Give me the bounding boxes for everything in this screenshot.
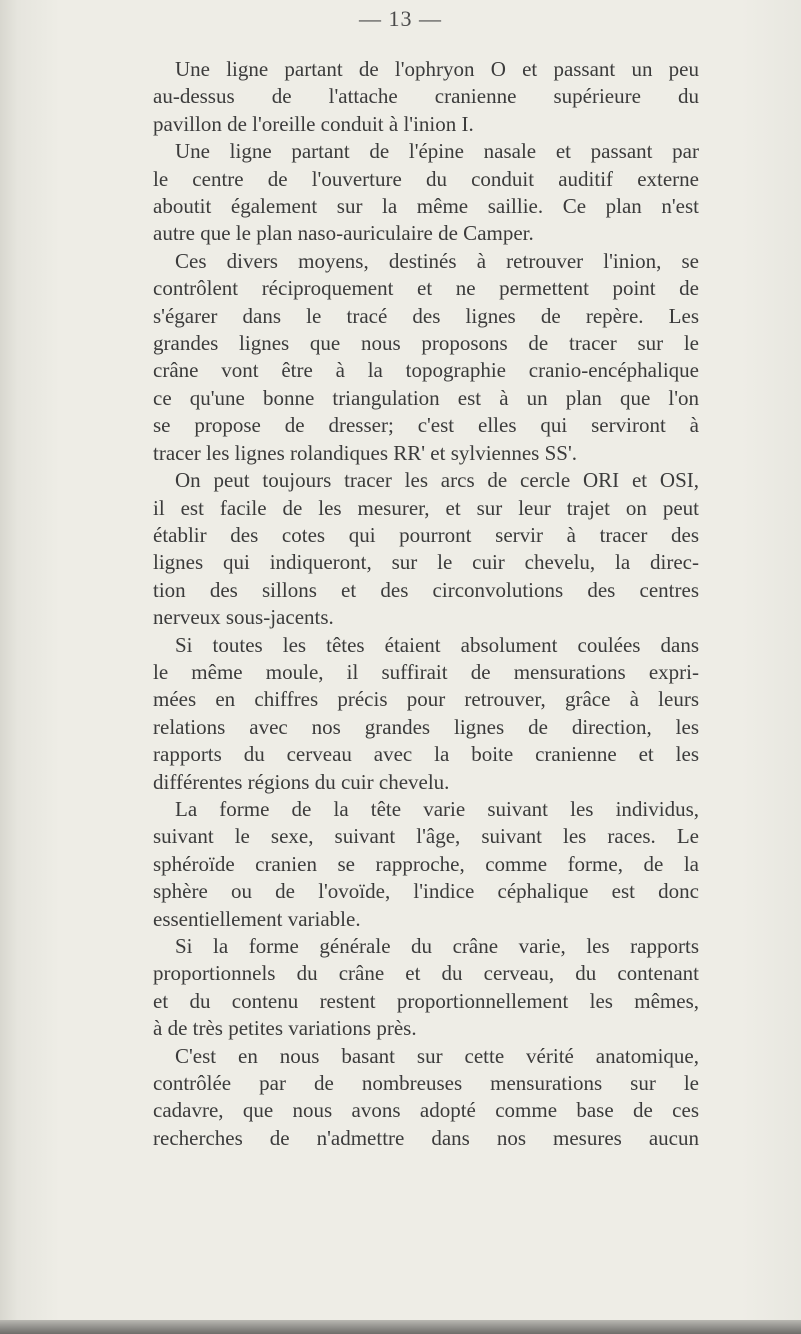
- text-line: sphère ou de l'ovoïde, l'indice céphalique est donc: [153, 879, 699, 904]
- text-line: ce qu'une bonne triangulation est à un plan que l'on: [153, 385, 699, 410]
- text-line: tracer les lignes rolandiques RR' et sylviennes SS'.: [153, 440, 577, 465]
- text-line: mées en chiffres précis pour retrouver, grâce à leurs: [153, 687, 699, 712]
- text-line: le centre de l'ouverture du conduit auditif externe: [153, 166, 699, 191]
- text-line: C'est en nous basant sur cette vérité anatomique,: [175, 1043, 699, 1068]
- text-line: cadavre, que nous avons adopté comme base de ces: [153, 1098, 699, 1123]
- text-line: aboutit également sur la même saillie. Ce plan n'est: [153, 194, 699, 219]
- text-line: relations avec nos grandes lignes de direction, les: [153, 714, 699, 739]
- text-line: il est facile de les mesurer, et sur leur trajet on peut: [153, 495, 699, 520]
- text-line: Une ligne partant de l'épine nasale et passant par: [175, 139, 699, 164]
- text-line: Une ligne partant de l'ophryon O et passant un peu: [175, 57, 699, 81]
- text-line: au-dessus de l'attache cranienne supérieure du: [153, 84, 699, 109]
- text-line: sphéroïde cranien se rapproche, comme forme, de la: [153, 851, 699, 876]
- text-line: Si toutes les têtes étaient absolument coulées dans: [175, 632, 699, 657]
- text-line: Ces divers moyens, destinés à retrouver l'inion, se: [175, 248, 699, 273]
- text-line: contrôlent réciproquement et ne permettent point de: [153, 276, 699, 301]
- page-bottom-edge: [0, 1320, 801, 1334]
- body-text: [153, 56, 699, 1152]
- text-line: essentiellement variable.: [153, 906, 361, 931]
- text-line: établir des cotes qui pourront servir à tracer des: [153, 522, 699, 547]
- text-line: grandes lignes que nous proposons de tracer sur le: [153, 331, 699, 356]
- text-line: suivant le sexe, suivant l'âge, suivant les races. Le: [153, 824, 699, 849]
- text-line: La forme de la tête varie suivant les individus,: [175, 796, 699, 821]
- text-line: rapports du cerveau avec la boite cranienne et les: [153, 742, 699, 767]
- text-line: à de très petites variations près.: [153, 1016, 417, 1041]
- text-line: nerveux sous-jacents.: [153, 605, 334, 630]
- text-line: crâne vont être à la topographie cranio-encéphalique: [153, 358, 699, 383]
- text-line: le même moule, il suffirait de mensurations expri-: [153, 659, 699, 684]
- text-line: tion des sillons et des circonvolutions des centres: [153, 577, 699, 602]
- text-line: Si la forme générale du crâne varie, les rapports: [175, 934, 699, 958]
- text-line: lignes qui indiqueront, sur le cuir chevelu, la direc-: [153, 550, 699, 575]
- text-line: et du contenu restent proportionnellement les mêmes,: [153, 988, 699, 1013]
- text-line: On peut toujours tracer les arcs de cercle ORI et OSI,: [175, 468, 699, 493]
- text-line: recherches de n'admettre dans nos mesures aucun: [153, 1125, 699, 1150]
- text-line: se propose de dresser; c'est elles qui serviront à: [153, 413, 699, 438]
- text-line: proportionnels du crâne et du cerveau, du contenant: [153, 961, 699, 986]
- text-line: différentes régions du cuir chevelu.: [153, 769, 450, 794]
- text-line: autre que le plan naso-auriculaire de Camper.: [153, 221, 534, 246]
- text-line: contrôlée par de nombreuses mensurations sur le: [153, 1071, 699, 1096]
- text-line: pavillon de l'oreille conduit à l'inion I.: [153, 111, 474, 136]
- text-line: s'égarer dans le tracé des lignes de repère. Les: [153, 303, 699, 328]
- page-number: — 13 —: [359, 6, 442, 31]
